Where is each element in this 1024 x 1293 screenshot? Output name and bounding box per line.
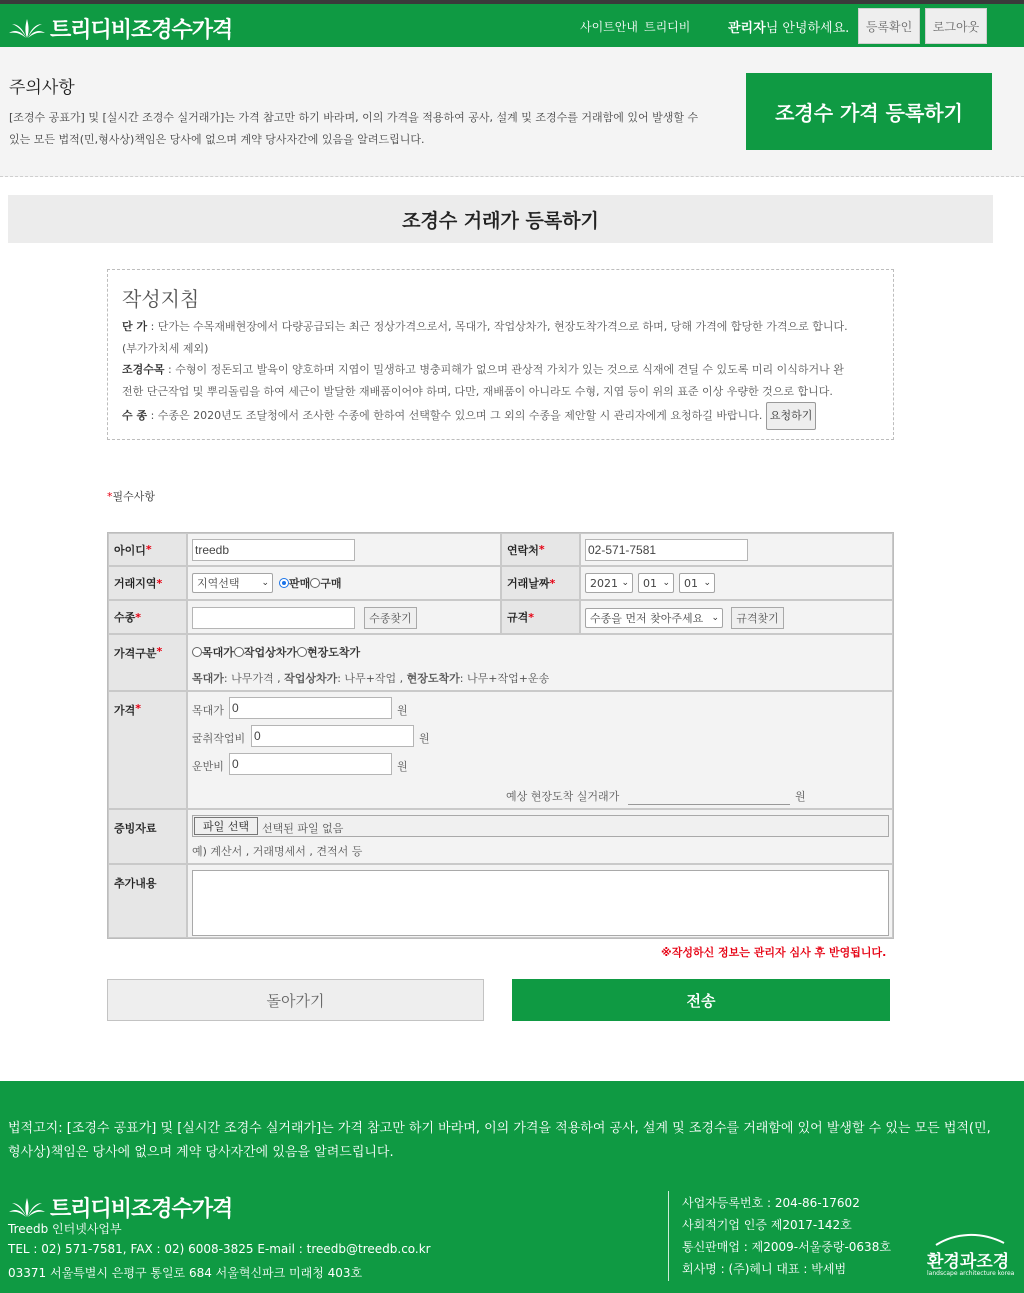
guide-unit-price-2: (부가가치세 제외) <box>122 341 209 355</box>
partner-badge: 환경과조경 <box>927 1252 1010 1272</box>
dig-cost-label: 굴취작업비 <box>192 732 246 745</box>
notice-text <box>9 107 729 151</box>
notice-title: 주의사항 <box>9 78 75 98</box>
won-unit: 원 <box>795 790 806 803</box>
page-title: 조경수 거래가 등록하기 <box>8 195 993 243</box>
greeting-name: 관리자 <box>728 21 766 36</box>
file-input[interactable] <box>192 815 889 837</box>
option-loading-price: 작업상차가 <box>243 646 298 659</box>
spec-cell <box>580 600 893 634</box>
sell-label: 판매 <box>289 577 311 590</box>
footer-logo <box>8 1192 232 1223</box>
contact-label: 연락처 * <box>501 533 580 566</box>
id-input[interactable]: treedb <box>192 539 355 561</box>
price-cell <box>187 691 893 809</box>
file-status: 선택된 파일 없음 <box>262 822 344 835</box>
radio-site-price[interactable] <box>297 647 307 657</box>
register-check-button[interactable]: 등록확인 <box>858 8 920 44</box>
guide-text <box>122 316 887 430</box>
chevron-down-icon: ⌄ <box>703 578 711 588</box>
contact-cell <box>580 533 893 566</box>
footer-company: Treedb 인터넷사업부 <box>8 1222 122 1236</box>
buy-label: 구매 <box>320 577 342 590</box>
id-cell <box>187 533 501 566</box>
date-label: 거래날짜 * <box>501 566 580 600</box>
guide-tree-2: 전한 단근작업 및 뿌리돌림을 하여 세근이 발달한 재배품이어야 하며, 다만, 재배품이 아니라도 수형, 지엽 등이 위의 표준 이상 우량한 것으로 합니다. <box>122 384 833 398</box>
chevron-down-icon: ⌄ <box>662 578 670 588</box>
won-unit: 원 <box>397 704 408 717</box>
guide-tree <box>122 359 887 381</box>
transport-cost-input[interactable]: 0 <box>229 753 392 775</box>
price-type-desc: 목대가: 나무가격 , 작업상차가: 나무+작업 , 현장도착가: 나무+작업+운송 <box>192 672 550 685</box>
chevron-down-icon: ⌄ <box>711 613 719 623</box>
dig-cost-input[interactable]: 0 <box>251 725 414 747</box>
guide-species <box>122 402 887 430</box>
radio-tree-price[interactable] <box>192 647 202 657</box>
footer-address: 03371 서울특별시 은평구 통일로 684 서울혁신파크 미래청 403호 <box>8 1266 363 1280</box>
date-cell <box>580 566 893 600</box>
leaf-logo-icon <box>8 18 46 40</box>
evidence-label: 증빙자료 <box>108 809 187 864</box>
footer-contact: TEL : 02) 571-7581, FAX : 02) 6008-3825 E-mail : treedb@treedb.co.kr <box>8 1242 431 1256</box>
legal-notice <box>8 1117 1013 1165</box>
trade-form <box>107 532 894 939</box>
species-label: 수종 * <box>108 600 187 634</box>
guide-species-text: : 수종은 2020년도 조달청에서 조사한 수종에 한하여 선택할수 있으며 그 외의 수종을 제안할 시 관리자에게 요청하길 바랍니다. <box>150 409 763 422</box>
nav-treedb[interactable]: 트리디비 <box>644 20 691 34</box>
price-type-label: 가격구분 * <box>108 634 187 691</box>
trade-type-radios <box>279 575 342 591</box>
guide-tree-label: 조경수목 <box>122 363 165 376</box>
transport-cost-label: 운반비 <box>192 760 224 773</box>
footer-logo-text: 트리디비조경수가격 <box>50 1197 233 1222</box>
footer-mail-order: 통신판매업 : 제2009-서울중랑-0638호 <box>682 1240 891 1254</box>
notice-line-1: [조경수 공표가] 및 [실시간 조경수 실거래가]는 가격 참고만 하기 바라며, 이의 가격을 적용하여 공사, 설계 및 조경수를 거래함에 있어 발생할 수 <box>9 111 699 124</box>
guide-unit-price <box>122 316 887 338</box>
price-register-button[interactable]: 조경수 가격 등록하기 <box>746 73 992 150</box>
greeting <box>728 17 849 36</box>
required-note <box>107 488 155 504</box>
spec-select[interactable]: 수종을 먼저 찾아주세요 ⌄ <box>585 608 723 628</box>
leaf-logo-icon <box>8 1197 46 1219</box>
logo-text: 트리디비조경수가격 <box>50 18 233 43</box>
radio-sell[interactable] <box>279 578 289 588</box>
partner-badge-sub: landscape architecture korea <box>927 1270 1015 1277</box>
region-label: 거래지역 * <box>108 566 187 600</box>
won-unit: 원 <box>419 732 430 745</box>
site-logo[interactable] <box>8 13 232 44</box>
greeting-suffix: 님 안녕하세요. <box>765 21 850 36</box>
extra-label: 추가내용 <box>108 864 187 938</box>
guide-species-label: 수 종 <box>122 409 148 422</box>
region-cell <box>187 566 501 600</box>
footer-social: 사회적기업 인증 제2017-142호 <box>682 1218 852 1232</box>
tree-price-label: 목대가 <box>192 704 224 717</box>
request-button[interactable]: 요청하기 <box>766 402 817 430</box>
evidence-cell <box>187 809 893 864</box>
spec-search-button[interactable]: 규격찾기 <box>731 607 784 629</box>
guide-tree-text: : 수형이 정돈되고 발육이 양호하며 지엽이 밀생하고 병충피해가 없으며 관상적 가치가 있는 것으로 식재에 견딜 수 있도록 미리 이식하거나 완 <box>168 363 844 376</box>
month-select[interactable]: 01 ⌄ <box>638 573 674 593</box>
region-select[interactable]: 지역선택 ⌄ <box>192 573 273 593</box>
id-label: 아이디 * <box>108 533 187 566</box>
legal-line-1: 법적고지: [조경수 공표가] 및 [실시간 조경수 실거래가]는 가격 참고만 하기 바라며, 이의 가격을 적용하여 공사, 설계 및 조경수를 거래함에 있어 발생할 수 있는 모든 법적(민, <box>8 1121 991 1136</box>
back-button[interactable]: 돌아가기 <box>107 979 484 1021</box>
required-note-text: 필수사항 <box>112 490 156 503</box>
radio-buy[interactable] <box>310 578 320 588</box>
guide-title: 작성지침 <box>122 287 200 311</box>
species-cell <box>187 600 501 634</box>
guide-unit-text: : 단가는 수목재배현장에서 다량공급되는 최근 정상가격으로서, 목대가, 작업상차가, 현장도착가격으로 하며, 당해 가격에 합당한 가격으로 합니다. <box>150 320 848 333</box>
logout-button[interactable]: 로그아웃 <box>925 8 987 44</box>
tree-price-input[interactable]: 0 <box>229 697 392 719</box>
guide-unit-label: 단 가 <box>122 320 148 333</box>
file-select-button[interactable]: 파일 선택 <box>194 817 258 835</box>
year-select[interactable]: 2021 ⌄ <box>585 573 633 593</box>
legal-line-2: 형사상)책임은 당사에 없으며 계약 당사자간에 있음을 알려드립니다. <box>8 1145 394 1160</box>
spec-label: 규격 * <box>501 600 580 634</box>
nav-site-info[interactable]: 사이트안내 <box>580 20 638 34</box>
option-tree-price: 목대가 <box>202 646 234 659</box>
species-search-button[interactable]: 수종찾기 <box>364 607 417 629</box>
extra-cell <box>187 864 893 938</box>
extra-textarea[interactable] <box>192 870 889 936</box>
required-asterisk: * <box>107 490 113 503</box>
price-type-radios <box>192 644 360 660</box>
review-warning: ※작성하신 정보는 관리자 심사 후 반영됩니다. <box>661 946 887 959</box>
won-unit: 원 <box>397 760 408 773</box>
radio-loading-price[interactable] <box>234 647 244 657</box>
footer-biz-no: 사업자등록번호 : 204-86-17602 <box>682 1196 860 1210</box>
expected-price-field <box>628 804 790 805</box>
notice-line-2: 있는 모든 법적(민,형사상)책임은 당사에 없으며 계약 당사자간에 있음을 알려드립니다. <box>9 133 425 146</box>
chevron-down-icon: ⌄ <box>261 578 269 588</box>
site-header <box>0 4 1024 47</box>
option-site-price: 현장도착가 <box>307 646 361 659</box>
submit-button[interactable]: 전송 <box>512 979 890 1021</box>
contact-input[interactable]: 02-571-7581 <box>585 539 748 561</box>
price-label: 가격 * <box>108 691 187 809</box>
price-type-cell <box>187 634 893 691</box>
evidence-hint: 예) 계산서 , 거래명세서 , 견적서 등 <box>192 845 363 858</box>
badge-arc-icon <box>930 1231 1010 1247</box>
footer-ceo: 회사명 : (주)헤니 대표 : 박세범 <box>682 1262 847 1276</box>
species-input[interactable] <box>192 607 355 629</box>
day-select[interactable]: 01 ⌄ <box>679 573 715 593</box>
writing-guide <box>107 269 894 440</box>
notice-panel <box>0 47 1024 177</box>
chevron-down-icon: ⌄ <box>621 578 629 588</box>
expected-price-label: 예상 현장도착 실거래가 <box>506 790 620 803</box>
footer-divider <box>668 1191 669 1281</box>
site-footer <box>0 1081 1024 1293</box>
